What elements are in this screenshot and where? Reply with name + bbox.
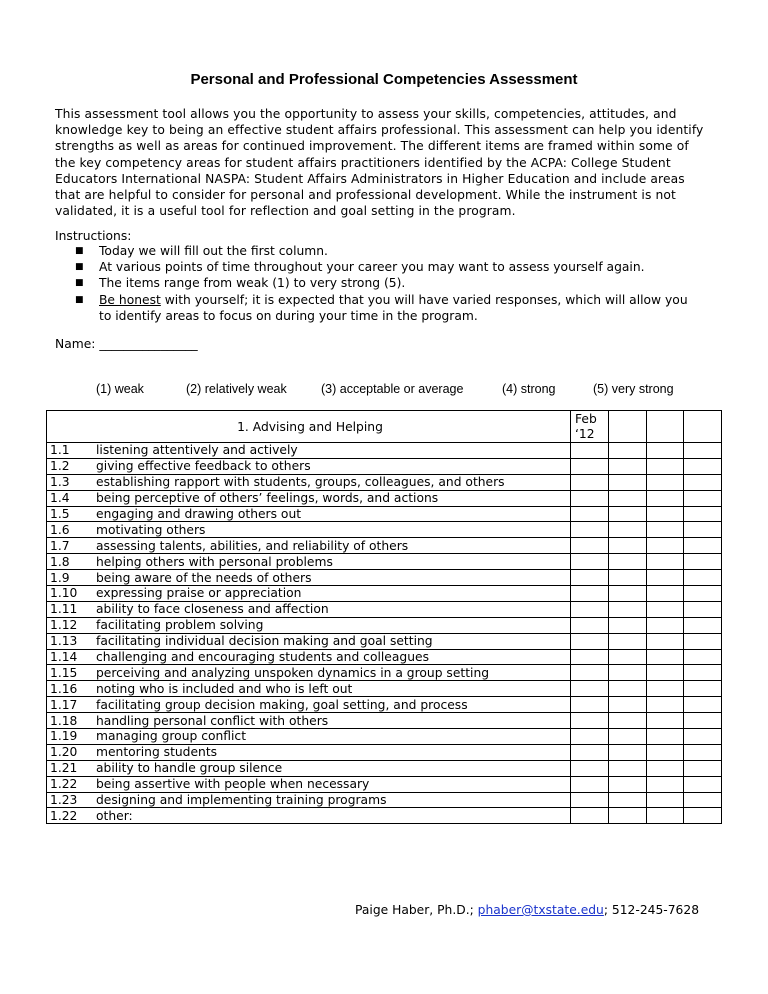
rating-cell[interactable] bbox=[684, 760, 722, 776]
date-month: Feb bbox=[575, 411, 597, 426]
intro-line: This assessment tool allows you the opportunity to assess your skills, competencies, attitudes, and bbox=[55, 107, 677, 121]
rating-cell[interactable] bbox=[647, 744, 684, 760]
rating-cell[interactable] bbox=[684, 458, 722, 474]
rating-cell[interactable] bbox=[647, 443, 684, 459]
table-row bbox=[47, 474, 722, 490]
item-cell bbox=[47, 490, 571, 506]
rating-cell[interactable] bbox=[609, 617, 647, 633]
rating-cell[interactable] bbox=[609, 601, 647, 617]
rating-cell[interactable] bbox=[571, 506, 609, 522]
rating-cell[interactable] bbox=[647, 649, 684, 665]
rating-cell[interactable] bbox=[571, 681, 609, 697]
item-text: facilitating group decision making, goal setting, and process bbox=[96, 697, 468, 712]
table-row bbox=[47, 760, 722, 776]
rating-cell[interactable] bbox=[684, 681, 722, 697]
item-cell bbox=[47, 538, 571, 554]
table-row bbox=[47, 601, 722, 617]
scale-label-3: (3) acceptable or average bbox=[321, 382, 464, 396]
item-cell bbox=[47, 697, 571, 713]
rating-cell[interactable] bbox=[684, 744, 722, 760]
item-text: noting who is included and who is left out bbox=[96, 681, 353, 696]
instruction-item bbox=[55, 292, 735, 324]
rating-cell[interactable] bbox=[571, 713, 609, 729]
item-cell bbox=[47, 586, 571, 602]
table-row bbox=[47, 617, 722, 633]
item-text: ability to handle group silence bbox=[96, 761, 283, 776]
rating-cell[interactable] bbox=[609, 729, 647, 745]
table-row bbox=[47, 792, 722, 808]
item-text: being assertive with people when necessary bbox=[96, 777, 370, 792]
rating-cell[interactable] bbox=[647, 458, 684, 474]
item-cell bbox=[47, 729, 571, 745]
item-cell bbox=[47, 617, 571, 633]
rating-cell[interactable] bbox=[609, 665, 647, 681]
rating-cell[interactable] bbox=[609, 633, 647, 649]
rating-cell[interactable] bbox=[684, 633, 722, 649]
instruction-text bbox=[99, 292, 735, 308]
intro-line: strengths as well as areas for continued improvement. The different items are framed within some of bbox=[55, 139, 689, 154]
rating-cell[interactable] bbox=[684, 490, 722, 506]
rating-cell[interactable] bbox=[609, 776, 647, 792]
name-field[interactable]: Name: ________________ bbox=[55, 337, 198, 351]
rating-cell[interactable] bbox=[571, 601, 609, 617]
item-cell bbox=[47, 570, 571, 586]
table-header-row bbox=[47, 411, 722, 443]
be-honest-emphasis: Be honest bbox=[99, 292, 161, 307]
table-row bbox=[47, 506, 722, 522]
item-cell bbox=[47, 601, 571, 617]
table-row bbox=[47, 649, 722, 665]
rating-cell[interactable] bbox=[684, 808, 722, 824]
item-text: being aware of the needs of others bbox=[96, 570, 312, 585]
rating-cell[interactable] bbox=[609, 760, 647, 776]
item-cell bbox=[47, 776, 571, 792]
item-number: 1.13 bbox=[50, 634, 78, 649]
instructions-list bbox=[55, 243, 735, 324]
item-number: 1.17 bbox=[50, 697, 78, 712]
table-row bbox=[47, 522, 722, 538]
scale-label-4: (4) strong bbox=[502, 382, 556, 396]
table-row bbox=[47, 538, 722, 554]
footer-email-link[interactable]: phaber@txstate.edu bbox=[477, 903, 604, 917]
instruction-text: The items range from weak (1) to very strong (5). bbox=[99, 276, 406, 291]
table-row bbox=[47, 729, 722, 745]
instruction-item bbox=[55, 259, 735, 275]
table-row bbox=[47, 713, 722, 729]
table-row bbox=[47, 665, 722, 681]
item-number: 1.3 bbox=[50, 475, 70, 490]
rating-cell[interactable] bbox=[571, 808, 609, 824]
rating-column-header bbox=[609, 411, 647, 443]
rating-cell[interactable] bbox=[571, 776, 609, 792]
rating-cell[interactable] bbox=[684, 601, 722, 617]
rating-cell[interactable] bbox=[647, 538, 684, 554]
footer-phone: ; 512-245-7628 bbox=[603, 903, 700, 917]
item-text: ability to face closeness and affection bbox=[96, 602, 329, 617]
rating-cell[interactable] bbox=[571, 586, 609, 602]
intro-line: knowledge key to being an effective student affairs professional. This assessment can help you identify bbox=[55, 123, 704, 138]
item-cell bbox=[47, 506, 571, 522]
table-row bbox=[47, 554, 722, 570]
table-row bbox=[47, 443, 722, 459]
rating-cell[interactable] bbox=[609, 570, 647, 586]
rating-cell[interactable] bbox=[684, 506, 722, 522]
rating-cell[interactable] bbox=[571, 633, 609, 649]
rating-cell[interactable] bbox=[647, 681, 684, 697]
item-text: motivating others bbox=[96, 522, 206, 537]
item-number: 1.12 bbox=[50, 618, 78, 633]
item-cell bbox=[47, 458, 571, 474]
table-row bbox=[47, 697, 722, 713]
item-number: 1.11 bbox=[50, 602, 78, 617]
table-row bbox=[47, 808, 722, 824]
table-row bbox=[47, 570, 722, 586]
rating-cell[interactable] bbox=[647, 474, 684, 490]
rating-cell[interactable] bbox=[647, 570, 684, 586]
scale-label-5: (5) very strong bbox=[593, 382, 674, 396]
instructions-heading: Instructions: bbox=[55, 229, 132, 243]
intro-line: validated, it is a useful tool for reflection and goal setting in the program. bbox=[55, 204, 516, 219]
item-text: mentoring students bbox=[96, 745, 218, 760]
item-text: engaging and drawing others out bbox=[96, 507, 302, 521]
item-text: listening attentively and actively bbox=[96, 443, 298, 458]
rating-cell[interactable] bbox=[571, 697, 609, 713]
item-cell bbox=[47, 681, 571, 697]
rating-cell[interactable] bbox=[571, 538, 609, 554]
rating-cell[interactable] bbox=[609, 808, 647, 824]
square-bullet-icon: ■ bbox=[75, 262, 84, 273]
date-column-header bbox=[571, 411, 609, 443]
item-number: 1.15 bbox=[50, 665, 78, 680]
rating-cell[interactable] bbox=[647, 490, 684, 506]
item-number: 1.21 bbox=[50, 761, 78, 776]
item-text: establishing rapport with students, groups, colleagues, and others bbox=[96, 475, 505, 490]
item-number: 1.7 bbox=[50, 538, 70, 553]
rating-cell[interactable] bbox=[684, 474, 722, 490]
square-bullet-icon: ■ bbox=[75, 294, 84, 305]
item-text: assessing talents, abilities, and reliability of others bbox=[96, 538, 409, 553]
rating-cell[interactable] bbox=[571, 554, 609, 570]
rating-cell[interactable] bbox=[609, 681, 647, 697]
table-row bbox=[47, 633, 722, 649]
intro-line: Educators International NASPA: Student Affairs Administrators in Higher Education and include areas bbox=[55, 171, 685, 186]
table-row bbox=[47, 490, 722, 506]
item-text: perceiving and analyzing unspoken dynamics in a group setting bbox=[96, 665, 490, 680]
item-text: other: bbox=[96, 808, 133, 823]
item-number: 1.18 bbox=[50, 713, 78, 728]
item-cell bbox=[47, 808, 571, 824]
rating-cell[interactable] bbox=[609, 458, 647, 474]
instruction-item bbox=[55, 243, 735, 259]
table-row bbox=[47, 681, 722, 697]
instruction-item bbox=[55, 275, 735, 291]
rating-cell[interactable] bbox=[609, 649, 647, 665]
rating-cell[interactable] bbox=[684, 665, 722, 681]
rating-cell[interactable] bbox=[647, 665, 684, 681]
item-number: 1.4 bbox=[50, 491, 70, 506]
rating-cell[interactable] bbox=[609, 443, 647, 459]
item-number: 1.20 bbox=[50, 745, 78, 760]
footer bbox=[355, 903, 699, 917]
rating-cell[interactable] bbox=[647, 554, 684, 570]
instruction-text-continuation: to identify areas to focus on during your time in the program. bbox=[99, 308, 478, 323]
rating-cell[interactable] bbox=[571, 570, 609, 586]
item-number: 1.5 bbox=[50, 507, 70, 521]
rating-cell[interactable] bbox=[684, 617, 722, 633]
item-text: facilitating problem solving bbox=[96, 618, 264, 633]
table-row bbox=[47, 586, 722, 602]
item-text: managing group conflict bbox=[96, 729, 247, 744]
intro-line: that are helpful to consider for personal and professional development. While the instrument is not bbox=[55, 188, 676, 203]
item-number: 1.23 bbox=[50, 793, 78, 808]
rating-cell[interactable] bbox=[647, 792, 684, 808]
rating-cell[interactable] bbox=[571, 490, 609, 506]
item-number: 1.8 bbox=[50, 554, 70, 569]
item-text: helping others with personal problems bbox=[96, 554, 333, 569]
item-cell bbox=[47, 792, 571, 808]
rating-cell[interactable] bbox=[684, 443, 722, 459]
item-text: giving effective feedback to others bbox=[96, 459, 311, 474]
date-year: ‘12 bbox=[575, 426, 595, 441]
item-text: being perceptive of others’ feelings, words, and actions bbox=[96, 491, 439, 506]
rating-cell[interactable] bbox=[609, 744, 647, 760]
rating-cell[interactable] bbox=[647, 760, 684, 776]
rating-cell[interactable] bbox=[609, 586, 647, 602]
item-cell bbox=[47, 649, 571, 665]
rating-cell[interactable] bbox=[647, 601, 684, 617]
rating-cell[interactable] bbox=[609, 713, 647, 729]
rating-cell[interactable] bbox=[647, 729, 684, 745]
rating-column-header bbox=[684, 411, 722, 443]
rating-cell[interactable] bbox=[571, 744, 609, 760]
rating-cell[interactable] bbox=[684, 570, 722, 586]
rating-cell[interactable] bbox=[647, 586, 684, 602]
rating-cell[interactable] bbox=[571, 665, 609, 681]
item-number: 1.2 bbox=[50, 459, 70, 474]
rating-cell[interactable] bbox=[571, 474, 609, 490]
rating-cell[interactable] bbox=[609, 490, 647, 506]
rating-cell[interactable] bbox=[647, 522, 684, 538]
rating-cell[interactable] bbox=[609, 506, 647, 522]
item-text: expressing praise or appreciation bbox=[96, 586, 302, 601]
square-bullet-icon: ■ bbox=[75, 246, 84, 256]
rating-cell[interactable] bbox=[571, 458, 609, 474]
item-number: 1.6 bbox=[50, 522, 70, 537]
rating-cell[interactable] bbox=[571, 617, 609, 633]
item-number: 1.19 bbox=[50, 729, 78, 744]
rating-cell[interactable] bbox=[647, 506, 684, 522]
rating-cell[interactable] bbox=[647, 776, 684, 792]
table-row bbox=[47, 776, 722, 792]
rating-cell[interactable] bbox=[571, 792, 609, 808]
item-cell bbox=[47, 665, 571, 681]
rating-cell[interactable] bbox=[609, 538, 647, 554]
rating-cell[interactable] bbox=[571, 760, 609, 776]
item-cell bbox=[47, 633, 571, 649]
item-text: handling personal conflict with others bbox=[96, 713, 329, 728]
instruction-text: Today we will fill out the first column. bbox=[99, 244, 328, 258]
rating-cell[interactable] bbox=[571, 443, 609, 459]
rating-cell[interactable] bbox=[647, 713, 684, 729]
intro-line: the key competency areas for student affairs practitioners identified by the ACPA: College Student bbox=[55, 155, 671, 170]
rating-cell[interactable] bbox=[647, 697, 684, 713]
rating-cell[interactable] bbox=[609, 522, 647, 538]
footer-author: Paige Haber, Ph.D.; bbox=[355, 903, 478, 917]
rating-cell[interactable] bbox=[571, 649, 609, 665]
rating-cell[interactable] bbox=[609, 474, 647, 490]
rating-cell[interactable] bbox=[684, 538, 722, 554]
item-number: 1.10 bbox=[50, 586, 78, 601]
assessment-table bbox=[46, 410, 722, 824]
rating-cell[interactable] bbox=[609, 792, 647, 808]
item-number: 1.16 bbox=[50, 681, 78, 696]
rating-cell[interactable] bbox=[684, 729, 722, 745]
item-number: 1.9 bbox=[50, 570, 70, 585]
scale-label-2: (2) relatively weak bbox=[186, 382, 287, 396]
rating-cell[interactable] bbox=[684, 586, 722, 602]
item-cell bbox=[47, 713, 571, 729]
scale-label-1: (1) weak bbox=[96, 382, 144, 396]
item-cell bbox=[47, 760, 571, 776]
table-row bbox=[47, 458, 722, 474]
item-number: 1.22 bbox=[50, 777, 78, 792]
rating-cell[interactable] bbox=[647, 633, 684, 649]
square-bullet-icon: ■ bbox=[75, 278, 84, 289]
item-cell bbox=[47, 443, 571, 459]
item-text: designing and implementing training programs bbox=[96, 793, 387, 808]
rating-column-header bbox=[647, 411, 684, 443]
rating-cell[interactable] bbox=[684, 713, 722, 729]
rating-cell[interactable] bbox=[684, 522, 722, 538]
instruction-text-rest: with yourself; it is expected that you will have varied responses, which will allow you bbox=[160, 292, 688, 307]
section-title: 1. Advising and Helping bbox=[47, 411, 571, 443]
rating-cell[interactable] bbox=[571, 522, 609, 538]
rating-cell[interactable] bbox=[684, 792, 722, 808]
item-cell bbox=[47, 554, 571, 570]
table-row bbox=[47, 744, 722, 760]
item-cell bbox=[47, 744, 571, 760]
rating-cell[interactable] bbox=[684, 554, 722, 570]
rating-cell[interactable] bbox=[684, 649, 722, 665]
rating-cell[interactable] bbox=[609, 697, 647, 713]
rating-cell[interactable] bbox=[647, 808, 684, 824]
item-number: 1.22 bbox=[50, 808, 78, 823]
item-number: 1.14 bbox=[50, 650, 78, 665]
item-text: challenging and encouraging students and colleagues bbox=[96, 650, 429, 665]
item-text: facilitating individual decision making and goal setting bbox=[96, 634, 433, 649]
item-cell bbox=[47, 522, 571, 538]
rating-cell[interactable] bbox=[684, 697, 722, 713]
rating-cell[interactable] bbox=[684, 776, 722, 792]
item-number: 1.1 bbox=[50, 443, 70, 458]
rating-cell[interactable] bbox=[571, 729, 609, 745]
rating-cell[interactable] bbox=[647, 617, 684, 633]
item-cell bbox=[47, 474, 571, 490]
page-title: Personal and Professional Competencies Assessment bbox=[190, 71, 578, 88]
instruction-text: At various points of time throughout your career you may want to assess yourself again. bbox=[99, 260, 645, 275]
rating-cell[interactable] bbox=[609, 554, 647, 570]
intro-paragraph bbox=[55, 106, 720, 219]
